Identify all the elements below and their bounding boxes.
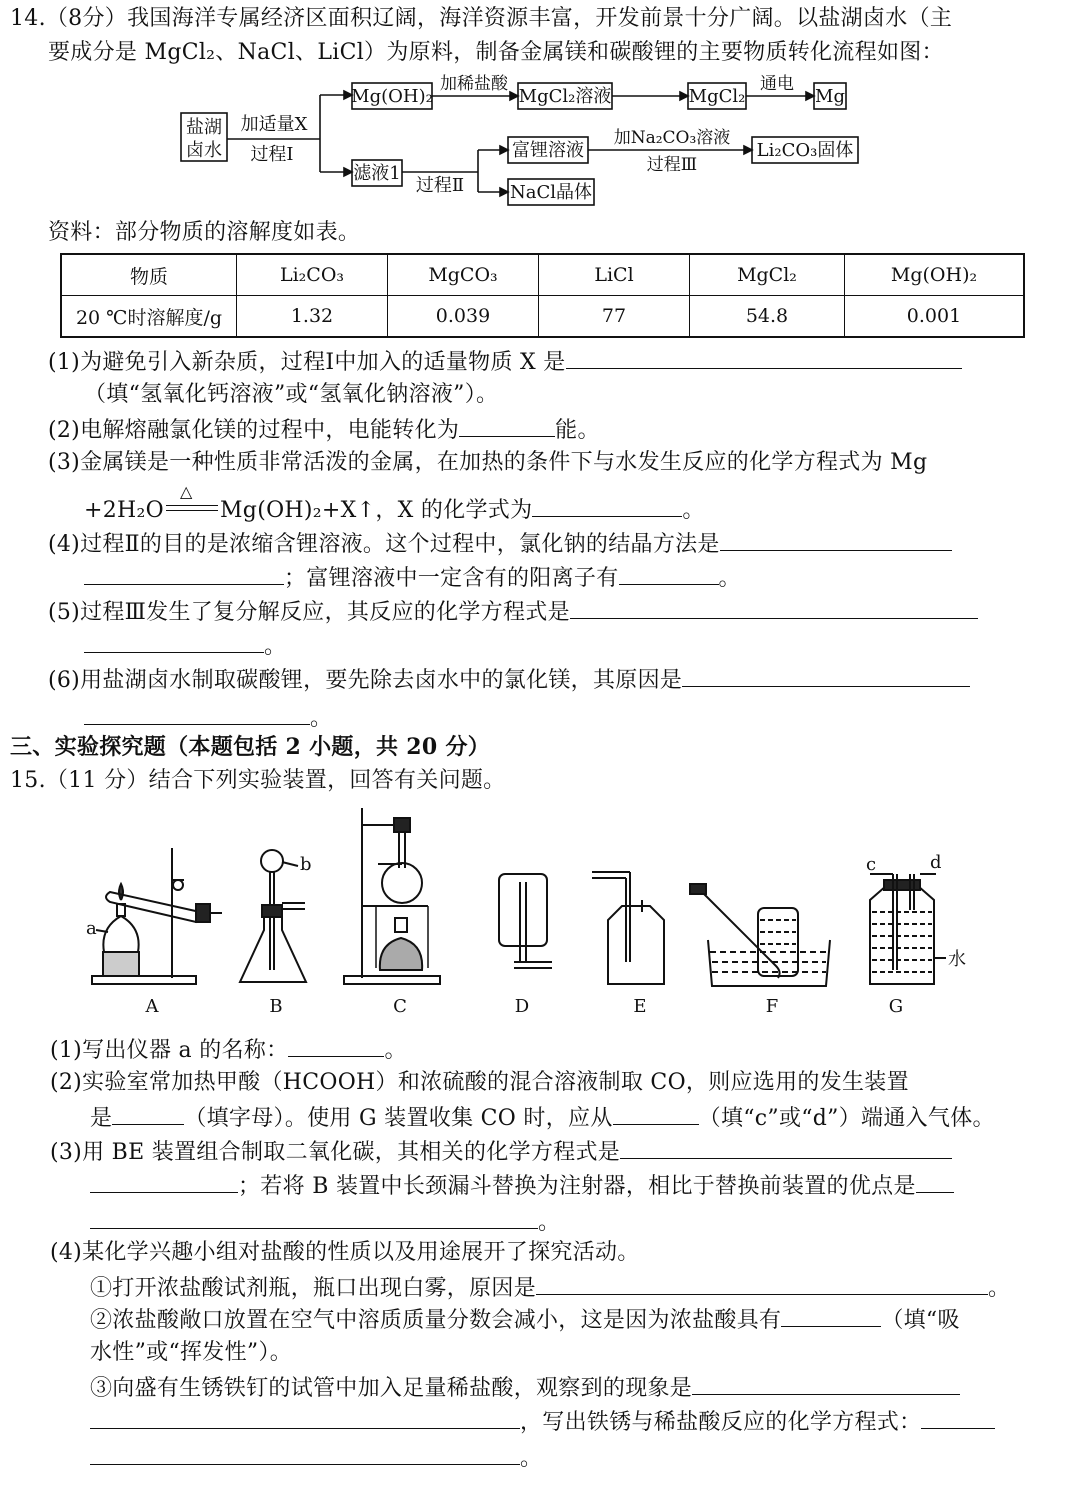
flow-brine-l1: 盐湖 (186, 117, 222, 138)
flow-step1-top: 加适量X (240, 114, 308, 135)
label-F: F (765, 996, 779, 1017)
q15-sub2-line2 (90, 1102, 995, 1134)
q15-sub3-line3 (90, 1206, 560, 1238)
label-C: C (393, 996, 407, 1017)
flow-nacl: NaCl晶体 (509, 182, 593, 203)
q14-sub2-end: 能。 (555, 418, 600, 443)
flow-li2co3: Li₂CO₃固体 (756, 140, 854, 161)
q14-sub1-text: (1)为避免引入新杂质，过程Ⅰ中加入的适量物质 X 是 (48, 350, 566, 375)
q14-sub5-end: 。 (264, 634, 287, 659)
q14-sub4-text2: ；富锂溶液中一定含有的阳离子有 (284, 566, 619, 591)
q14-sub3-end: 。 (682, 498, 705, 523)
q14-intro-line1: 14.（8分）我国海洋专属经济区面积辽阔，海洋资源丰富，开发前景十分广阔。以盐湖卤水（主 (10, 6, 953, 31)
q15-sub2-line1: (2)实验室常加热甲酸（HCOOH）和浓硫酸的混合溶液制取 CO，则应选用的发生装置 (50, 1070, 909, 1095)
data-title: 资料：部分物质的溶解度如表。 (48, 220, 361, 245)
table-cell: 0.039 (388, 296, 539, 338)
flow-step1-bottom: 过程Ⅰ (250, 144, 294, 165)
table-header: Mg(OH)₂ (845, 254, 1025, 296)
apparatus-C (344, 808, 440, 984)
table-header: Li₂CO₃ (237, 254, 388, 296)
answer-blank[interactable] (916, 1170, 954, 1193)
answer-blank[interactable] (112, 1102, 184, 1125)
q14-sub1-line2: （填“氢氧化钙溶液”或“氢氧化钠溶液”）。 (84, 382, 499, 407)
q15-sub4-title: (4)某化学兴趣小组对盐酸的性质以及用途展开了探究活动。 (50, 1240, 640, 1265)
q14-sub3-lhs: +2H₂O (84, 498, 164, 523)
q15-sub4-item3-line3 (90, 1442, 542, 1474)
section3-heading: 三、实验探究题（本题包括 2 小题，共 20 分） (10, 734, 491, 760)
q15-sub4-item2-line2: 水性”或“挥发性”）。 (90, 1340, 293, 1365)
q14-sub4-text: (4)过程Ⅱ的目的是浓缩含锂溶液。这个过程中，氯化钠的结晶方法是 (48, 532, 720, 557)
answer-blank[interactable] (921, 1406, 995, 1429)
flow-mgcl2-solution: MgCl₂溶液 (518, 86, 612, 107)
label-a: a (86, 918, 97, 939)
q15-sub4-item2-text: ②浓盐酸敞口放置在空气中溶质质量分数会减小，这是因为浓盐酸具有 (90, 1308, 782, 1333)
q15-sub4-item3-line1 (90, 1372, 960, 1404)
q15-sub4-item3-end: 。 (520, 1446, 543, 1471)
answer-blank[interactable] (692, 1372, 960, 1395)
flow-electric: 通电 (760, 74, 794, 94)
q15-sub4-item2-line1 (90, 1304, 960, 1336)
answer-blank[interactable] (90, 1442, 520, 1465)
apparatus-D (499, 874, 552, 968)
label-b: b (300, 854, 312, 875)
flow-mgoh2: Mg(OH)₂ (351, 86, 433, 107)
table-cell: 77 (539, 296, 690, 338)
apparatus-A (92, 848, 222, 984)
label-A: A (145, 996, 159, 1017)
q14-sub5-text: (5)过程Ⅲ发生了复分解反应，其反应的化学方程式是 (48, 600, 570, 625)
label-c: c (866, 854, 877, 875)
q15-sub2-text3: （填“c”或“d”）端通入气体。 (698, 1106, 995, 1131)
q15-sub2-text2: （填字母）。使用 G 装置收集 CO 时，应从 (184, 1106, 613, 1131)
q15-sub4-item3-line2 (90, 1406, 995, 1438)
q14-sub3-line1: (3)金属镁是一种性质非常活泼的金属，在加热的条件下与水发生反应的化学方程式为 Mg (48, 450, 928, 475)
q15-sub4-item1-end: 。 (988, 1276, 1011, 1301)
q15-sub3-text2: ；若将 B 装置中长颈漏斗替换为注射器，相比于替换前装置的优点是 (238, 1174, 916, 1199)
answer-blank[interactable] (90, 1206, 538, 1229)
label-d: d (930, 852, 942, 873)
table-header: LiCl (539, 254, 690, 296)
q14-sub4-end: 。 (718, 566, 741, 591)
flow-na2co3: 加Na₂CO₃溶液 (613, 128, 731, 148)
flow-mg: Mg (815, 86, 845, 107)
q15-sub2-text1: 是 (90, 1106, 113, 1131)
flow-filtrate: 滤液1 (353, 163, 401, 184)
q15-sub4-item1 (90, 1272, 1010, 1304)
table-header: 物质 (61, 254, 237, 296)
label-D: D (514, 996, 530, 1017)
table-cell: 1.32 (237, 296, 388, 338)
flow-brine-l2: 卤水 (186, 140, 222, 161)
q15-sub3-end: 。 (538, 1210, 561, 1235)
q15-sub1-end: 。 (384, 1038, 407, 1063)
q15-sub3-line1 (50, 1136, 952, 1168)
answer-blank[interactable] (90, 1406, 520, 1429)
table-cell: 0.001 (845, 296, 1025, 338)
apparatus-B (240, 850, 306, 982)
flow-step3: 过程Ⅲ (646, 155, 698, 175)
q15-title: 15.（11 分）结合下列实验装置，回答有关问题。 (10, 768, 506, 793)
q15-sub1 (50, 1034, 407, 1066)
q14-sub2-text: (2)电解熔融氯化镁的过程中，电能转化为 (48, 418, 460, 443)
delta-symbol: △ (179, 482, 193, 501)
flow-li-rich: 富锂溶液 (512, 140, 584, 161)
q15-sub1-text: (1)写出仪器 a 的名称： (50, 1038, 289, 1063)
answer-blank[interactable] (288, 1034, 384, 1057)
flow-step2: 过程Ⅱ (415, 175, 465, 196)
apparatus-E (592, 872, 664, 984)
q15-sub4-item3-text: ③向盛有生锈铁钉的试管中加入足量稀盐酸，观察到的现象是 (90, 1376, 693, 1401)
flow-mgcl2: MgCl₂ (688, 86, 746, 107)
answer-blank[interactable] (536, 1272, 988, 1295)
q14-sub3-rhs: Mg(OH)₂+X↑，X 的化学式为 (219, 498, 533, 523)
q14-sub6-text: (6)用盐湖卤水制取碳酸锂，要先除去卤水中的氯化镁，其原因是 (48, 668, 683, 693)
table-cell: 54.8 (690, 296, 845, 338)
q15-sub4-item2-hint: （填“吸 (881, 1308, 960, 1333)
q14-intro-line2: 要成分是 MgCl₂、NaCl、LiCl）为原料，制备金属镁和碳酸锂的主要物质转化流程如图： (48, 40, 944, 65)
answer-blank[interactable] (90, 1170, 238, 1193)
q15-sub3-line2 (90, 1170, 954, 1202)
apparatus-G (870, 874, 946, 984)
answer-blank[interactable] (613, 1102, 699, 1125)
table-header: MgCl₂ (690, 254, 845, 296)
table-cell: 20 ℃时溶解度/g (61, 296, 237, 338)
label-B: B (269, 996, 283, 1017)
label-E: E (633, 996, 647, 1017)
answer-blank[interactable] (620, 1136, 952, 1159)
flow-acid: 加稀盐酸 (440, 74, 508, 94)
label-G: G (888, 996, 904, 1017)
label-water: 水 (948, 949, 966, 970)
q15-sub3-text: (3)用 BE 装置组合制取二氧化碳，其相关的化学方程式是 (50, 1140, 621, 1165)
answer-blank[interactable] (781, 1304, 881, 1327)
q14-sub6-end: 。 (310, 706, 333, 731)
apparatus-F (690, 884, 830, 986)
q15-sub4-item3-text2: ，写出铁锈与稀盐酸反应的化学方程式： (520, 1410, 922, 1435)
table-header: MgCO₃ (388, 254, 539, 296)
q15-sub4-item1-text: ①打开浓盐酸试剂瓶，瓶口出现白雾，原因是 (90, 1276, 537, 1301)
